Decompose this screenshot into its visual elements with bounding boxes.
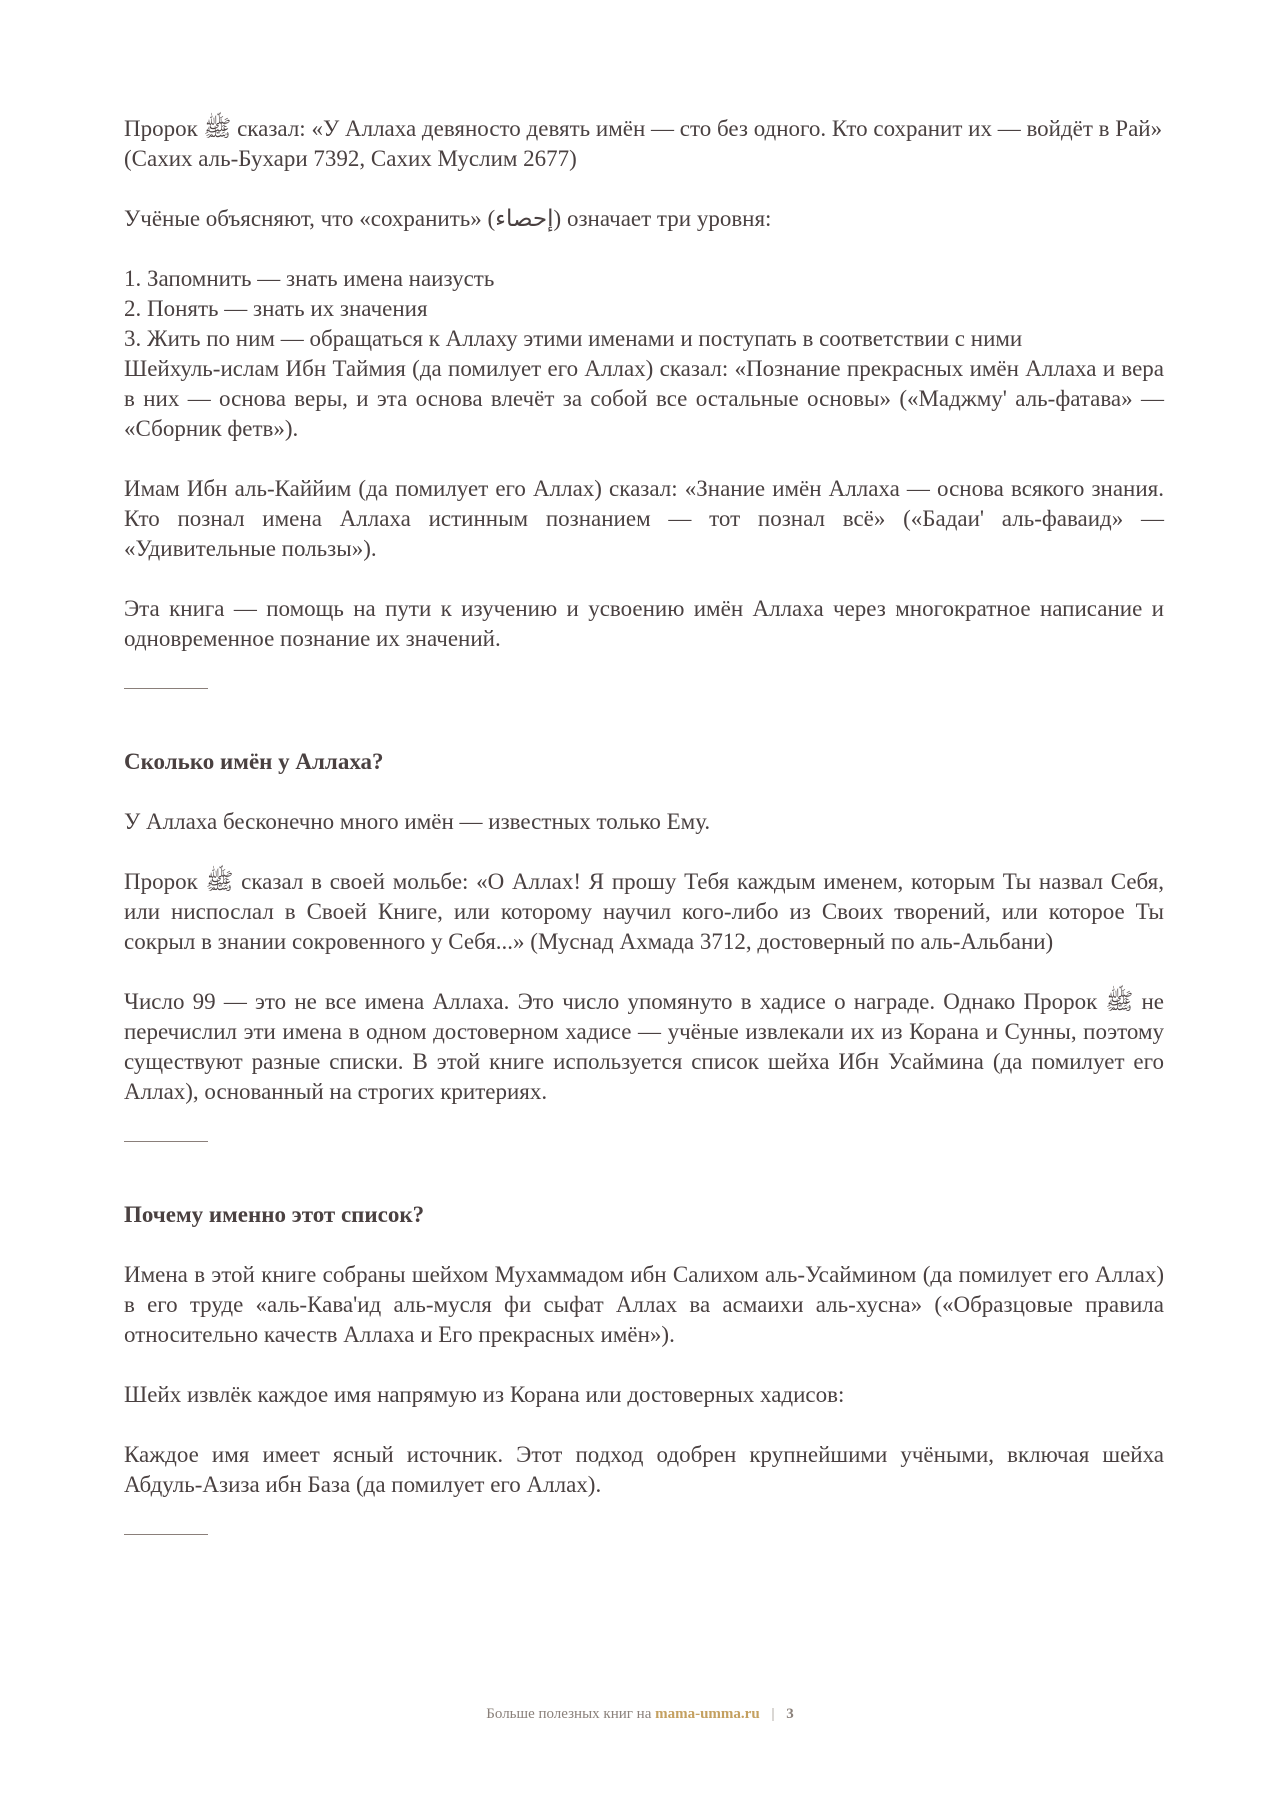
page-number: 3 — [786, 1706, 794, 1722]
number-99-paragraph: Число 99 — это не все имена Аллаха. Это число упомянуто в хадисе о награде. Однако Пророк ﷺ не перечислил эти имена в одном достоверном хадисе — учёные извлекали их из Корана и Сунны, поэтому существуют разные списки. В этой книге используется список шейха Ибн Усаймина (да помилует его Аллах), основанный на строгих критериях. — [124, 989, 1164, 1104]
ibn-qayyim-quote: Имам Ибн аль-Каййим (да помилует его Аллах) сказал: «Знание имён Аллаха — основа всякого знания. Кто познал имена Аллаха истинным познанием — тот познал всё» («Бадаи' аль-фаваид» — «Удивительные пользы»). — [124, 476, 1164, 561]
intro-hadith-paragraph: Пророк ﷺ сказал: «У Аллаха девяносто девять имён — сто без одного. Кто сохранит их — войдёт в Рай» (Сахих аль-Бухари 7392, Сахих Муслим 2677) — [124, 116, 1163, 171]
section-heading-why-this-list: Почему именно этот список? — [124, 1202, 425, 1227]
footer-text: Больше полезных книг на — [486, 1706, 652, 1722]
section-heading-how-many-names: Сколько имён у Аллаха? — [124, 749, 384, 774]
level-item-3: 3. Жить по ним — обращаться к Аллаху этими именами и поступать в соответствии с ними — [124, 326, 1023, 351]
page-footer — [0, 1706, 1280, 1723]
prophet-prayer-paragraph: Пророк ﷺ сказал в своей мольбе: «О Аллах! Я прошу Тебя каждым именем, которым Ты назвал Себя, или ниспослал в Своей Книге, или которому научил кого-либо из Своих творений, или которое Ты сокрыл в знании сокровенного у Себя...» (Муснад Ахмада 3712, достоверный по аль-Альбани) — [124, 869, 1164, 954]
extraction-paragraph: Шейх извлёк каждое имя напрямую из Корана или достоверных хадисов: — [124, 1382, 845, 1407]
footer-site-link[interactable]: mama-umma.ru — [655, 1706, 760, 1722]
infinite-names-paragraph: У Аллаха бесконечно много имён — известных только Ему. — [124, 809, 711, 834]
level-item-2: 2. Понять — знать их значения — [124, 296, 428, 321]
uthaymin-source-paragraph: Имена в этой книге собраны шейхом Мухаммадом ибн Салихом аль-Усаймином (да помилует его Аллах) в его труде «аль-Кава'ид аль-мусля фи сыфат Аллах ва асмаихи аль-хусна» («Образцовые правила относительно качеств Аллаха и Его прекрасных имён»). — [124, 1262, 1164, 1347]
ibn-taymiyya-quote: Шейхуль-ислам Ибн Таймия (да помилует его Аллах) сказал: «Познание прекрасных имён Аллаха и вера в них — основа веры, и эта основа влечёт за собой все остальные основы» («Маджму' аль-фатава» — «Сборник фетв»). — [124, 356, 1164, 441]
level-item-1: 1. Запомнить — знать имена наизусть — [124, 266, 495, 291]
page-content — [124, 114, 1164, 1535]
intro-levels-paragraph: Учёные объясняют, что «сохранить» (إحصاء) означает три уровня: — [124, 206, 772, 231]
footer-separator: | — [771, 1706, 775, 1722]
section-divider — [124, 1534, 208, 1535]
book-purpose-paragraph: Эта книга — помощь на пути к изучению и усвоению имён Аллаха через многократное написание и одновременное познание их значений. — [124, 596, 1164, 651]
clear-source-paragraph: Каждое имя имеет ясный источник. Этот подход одобрен крупнейшими учёными, включая шейха Абдуль-Азиза ибн База (да помилует его Аллах). — [124, 1442, 1164, 1497]
